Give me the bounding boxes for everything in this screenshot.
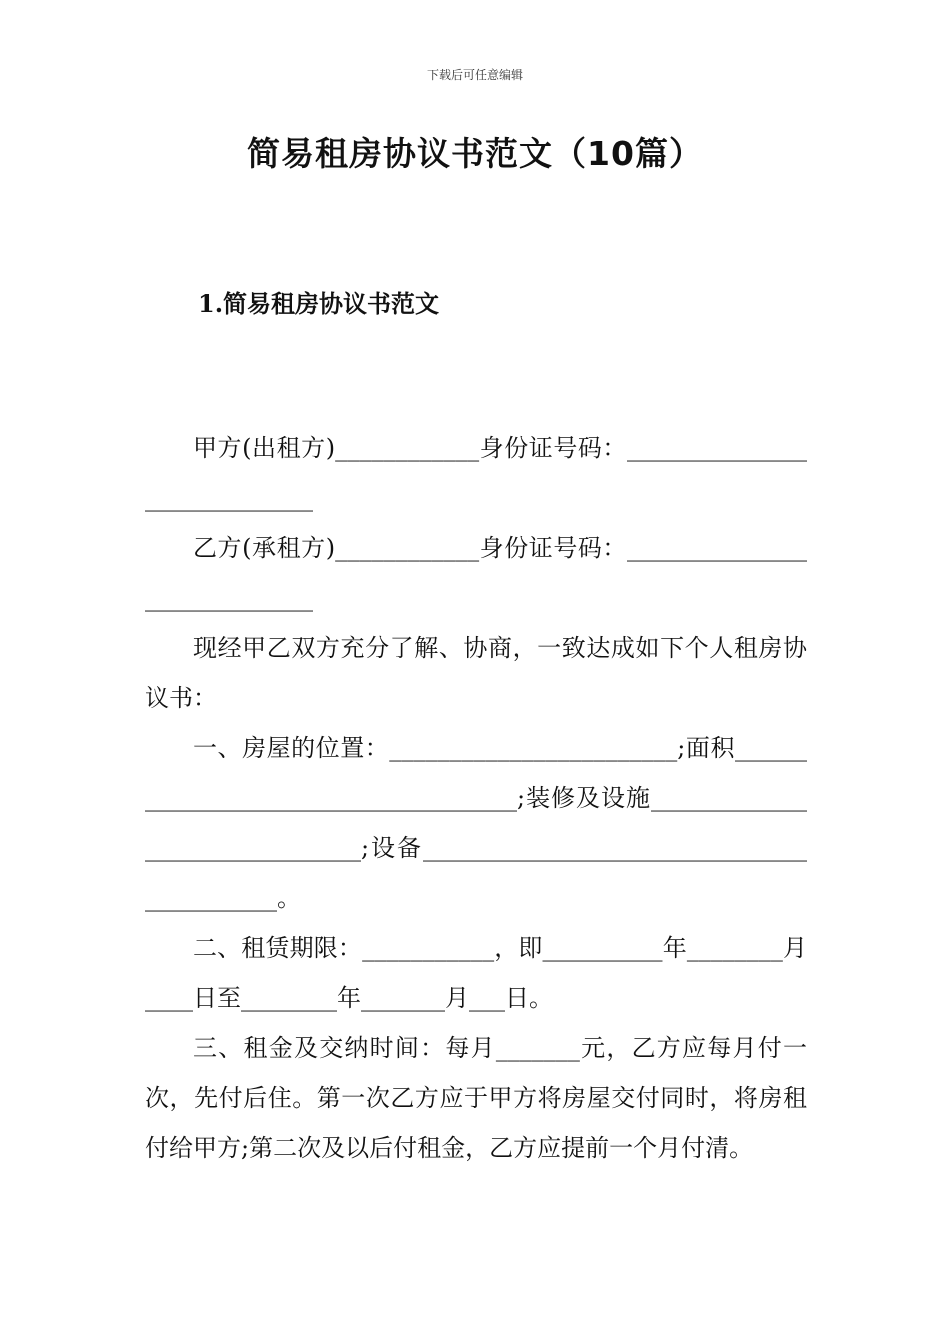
- clause-rent-payment: 三、租金及交纳时间：每月_______元，乙方应每月付一次，先付后住。第一次乙方应于甲方将房屋交付同时，将房租付给甲方;第二次及以后付租金，乙方应提前一个月付清。: [145, 1034, 807, 1162]
- document-body: [145, 423, 807, 1173]
- party-b-line: 乙方(承租方)____________身份证号码：_____________________________: [145, 534, 807, 612]
- clause-lease-term: 二、租赁期限：___________，即__________年________月____日至________年_______月___日。: [145, 934, 807, 1012]
- document-title: 简易租房协议书范文（10篇）: [247, 134, 703, 173]
- party-a-line: 甲方(出租方)____________身份证号码：_____________________________: [145, 434, 807, 512]
- section-heading: 1.简易租房协议书范文: [198, 289, 440, 318]
- clause-house-location: 一、房屋的位置：________________________;面积_____________________________________;装修及设施_______________________________;设备___________________________________________。: [145, 734, 807, 912]
- header-note: 下载后可任意编辑: [426, 68, 523, 82]
- agreement-intro: 现经甲乙双方充分了解、协商，一致达成如下个人租房协议书：: [145, 634, 807, 712]
